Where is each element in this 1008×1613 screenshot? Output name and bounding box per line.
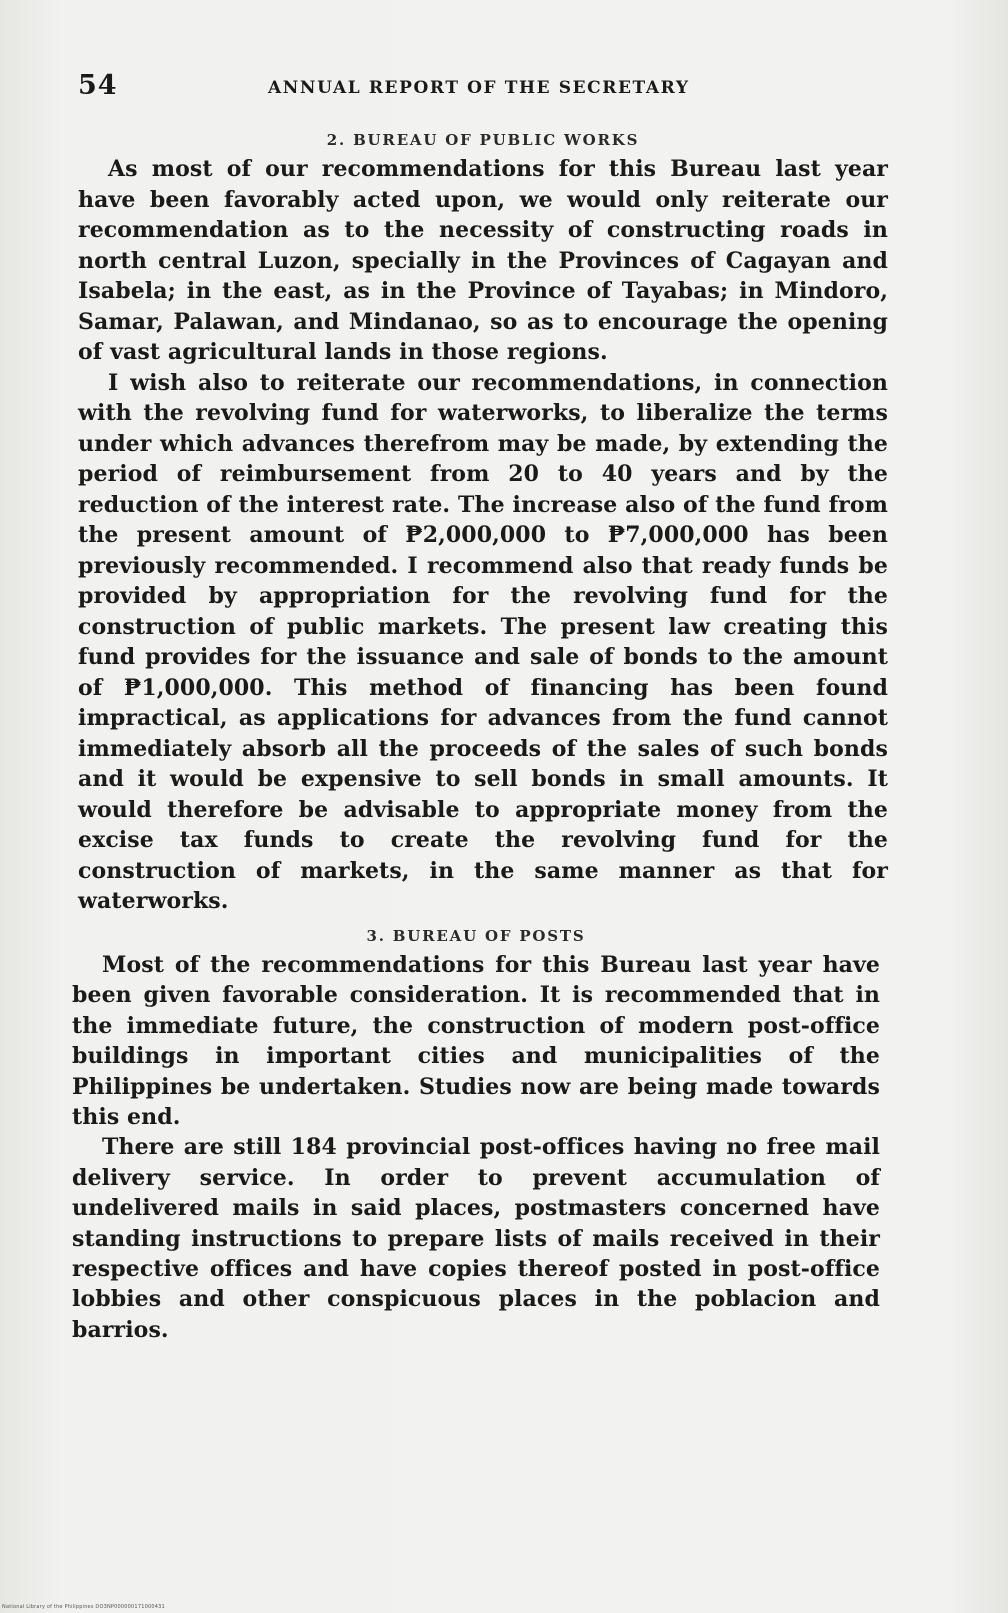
- section-heading: 2. BUREAU OF PUBLIC WORKS: [326, 131, 640, 149]
- page-header: [78, 70, 898, 110]
- paragraph: There are still 184 provincial post-offices having no free mail delivery service. In order to prevent accumulation of undelivered mails in said places, postmasters concerned have standing instructions to prepare lists of mails received in their respective offices and have copies thereof posted in post-office lobbies and other conspicuous places in the poblacion and barrios.: [72, 1134, 880, 1343]
- section-bureau-of-public-works: [78, 128, 888, 917]
- section-bureau-of-posts: [72, 924, 880, 1345]
- running-head: ANNUAL REPORT OF THE SECRETARY: [268, 78, 690, 98]
- page-number: 54: [78, 70, 118, 101]
- paragraph: Most of the recommendations for this Bureau last year have been given favorable consideration. It is recommended that in the immediate future, the construction of modern post-office buildings in important cities and municipalities of the Philippines be undertaken. Studies now are being made towards this end.: [72, 952, 880, 1131]
- paragraph: As most of our recommendations for this Bureau last year have been favorably acted upon, we would only reiterate our recommendation as to the necessity of constructing roads in north central Luzon, specially in the Provinces of Cagayan and Isabela; in the east, as in the Province of Tayabas; in Mindoro, Samar, Palawan, and Mindanao, so as to encourage the opening of vast agricultural lands in those regions.: [78, 156, 888, 365]
- section-heading: 3. BUREAU OF POSTS: [366, 927, 586, 945]
- scan-credit: National Library of the Philippines DO3NP000000171000431: [2, 1604, 165, 1610]
- paragraph: I wish also to reiterate our recommendations, in connection with the revolving fund for waterworks, to liberalize the terms under which advances therefrom may be made, by extending the period of reimbursement from 20 to 40 years and by the reduction of the interest rate. The increase also of the fund from the present amount of ₱2,000,000 to ₱7,000,000 has been previously recommended. I recommend also that ready funds be provided by appropriation for the revolving fund for the construction of public markets. The present law creating this fund provides for the issuance and sale of bonds to the amount of ₱1,000,000. This method of financing has been found impractical, as applications for advances from the fund cannot immediately absorb all the proceeds of the sales of such bonds and it would be expensive to sell bonds in small amounts. It would therefore be advisable to appropriate money from the excise tax funds to create the revolving fund for the construction of markets, in the same manner as that for waterworks.: [78, 369, 888, 914]
